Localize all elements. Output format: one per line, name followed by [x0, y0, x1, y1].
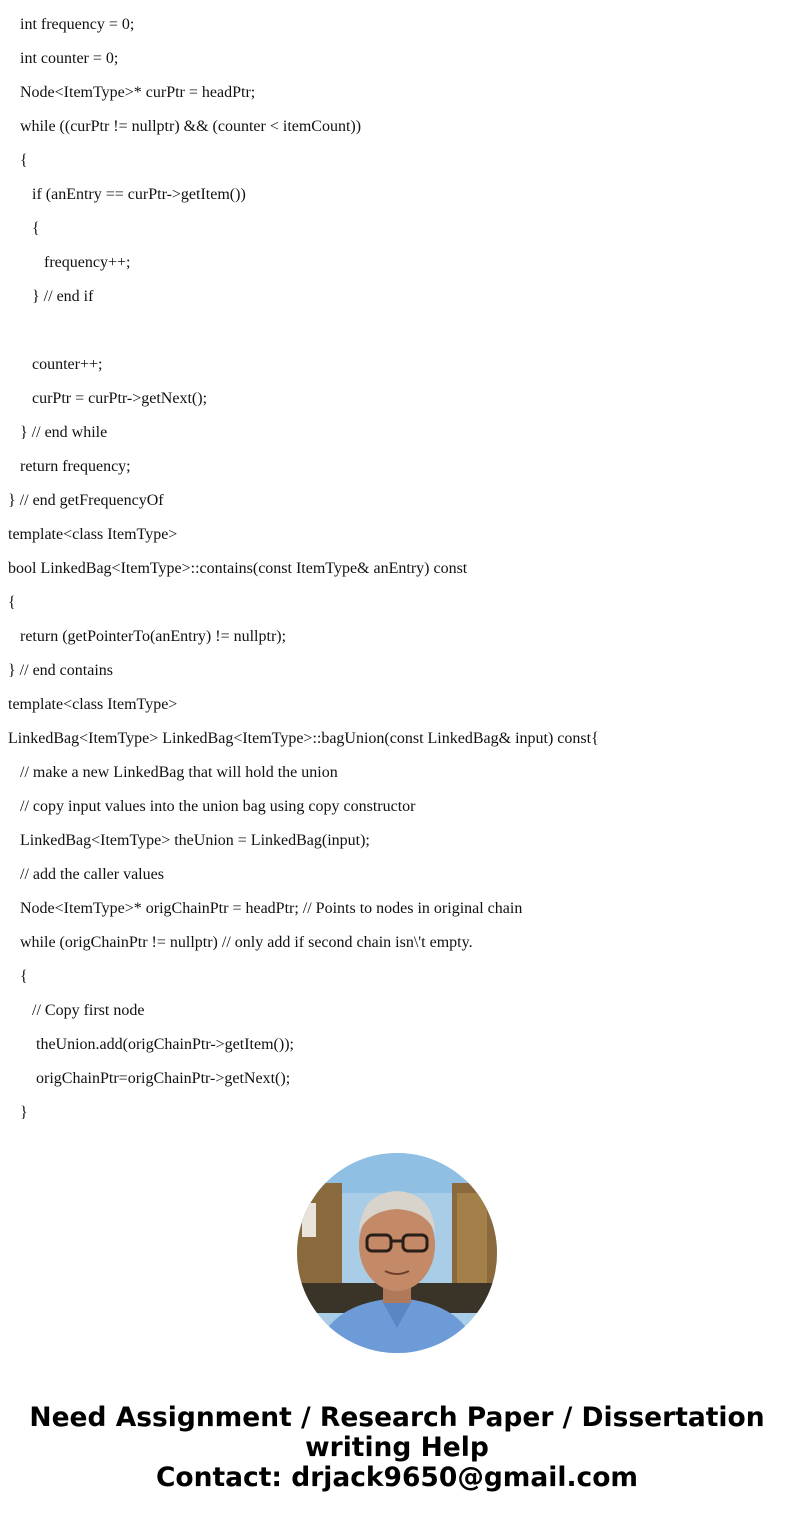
- code-line: {: [8, 152, 28, 169]
- code-line: [8, 314, 788, 348]
- code-line: origChainPtr=origChainPtr->getNext();: [8, 1070, 291, 1087]
- promo-line-3: Contact: drjack9650@gmail.com: [155, 1462, 639, 1493]
- code-line: curPtr = curPtr->getNext();: [8, 390, 208, 407]
- code-line: } // end contains: [8, 662, 113, 679]
- code-line: bool LinkedBag<ItemType>::contains(const ItemType& anEntry) const: [8, 560, 468, 577]
- code-line: frequency++;: [8, 254, 131, 271]
- promo-line-2: writing Help: [305, 1432, 489, 1463]
- code-line: Node<ItemType>* origChainPtr = headPtr; // Points to nodes in original chain: [8, 900, 523, 917]
- code-line: counter++;: [8, 356, 103, 373]
- code-line: } // end getFrequencyOf: [8, 492, 164, 509]
- code-line: while ((curPtr != nullptr) && (counter < itemCount)): [8, 118, 362, 135]
- code-line: Node<ItemType>* curPtr = headPtr;: [8, 84, 256, 101]
- code-line: template<class ItemType>: [8, 696, 178, 713]
- code-line: {: [8, 968, 28, 985]
- code-line: LinkedBag<ItemType> theUnion = LinkedBag(input);: [8, 832, 370, 849]
- code-line: // add the caller values: [8, 866, 164, 883]
- code-line: LinkedBag<ItemType> LinkedBag<ItemType>::bagUnion(const LinkedBag& input) const{: [8, 730, 599, 747]
- code-line: // make a new LinkedBag that will hold the union: [8, 764, 338, 781]
- promo-banner: [0, 1403, 794, 1493]
- author-photo: [297, 1153, 497, 1353]
- code-line: int frequency = 0;: [8, 16, 135, 33]
- code-line: while (origChainPtr != nullptr) // only add if second chain isn\'t empty.: [8, 934, 473, 951]
- code-block: [8, 8, 788, 1130]
- code-line: {: [8, 220, 40, 237]
- code-line: } // end while: [8, 424, 108, 441]
- code-line: return frequency;: [8, 458, 131, 475]
- code-line: if (anEntry == curPtr->getItem()): [8, 186, 246, 203]
- code-line: } // end if: [8, 288, 94, 305]
- code-line: }: [8, 1104, 28, 1121]
- portrait-image: [297, 1153, 497, 1353]
- code-line: // copy input values into the union bag using copy constructor: [8, 798, 416, 815]
- code-line: {: [8, 594, 16, 611]
- code-line: template<class ItemType>: [8, 526, 178, 543]
- promo-line-1: Need Assignment / Research Paper / Dissertation: [29, 1402, 765, 1433]
- code-line: return (getPointerTo(anEntry) != nullptr);: [8, 628, 287, 645]
- code-line: theUnion.add(origChainPtr->getItem());: [8, 1036, 294, 1053]
- code-line: // Copy first node: [8, 1002, 145, 1019]
- code-line: int counter = 0;: [8, 50, 119, 67]
